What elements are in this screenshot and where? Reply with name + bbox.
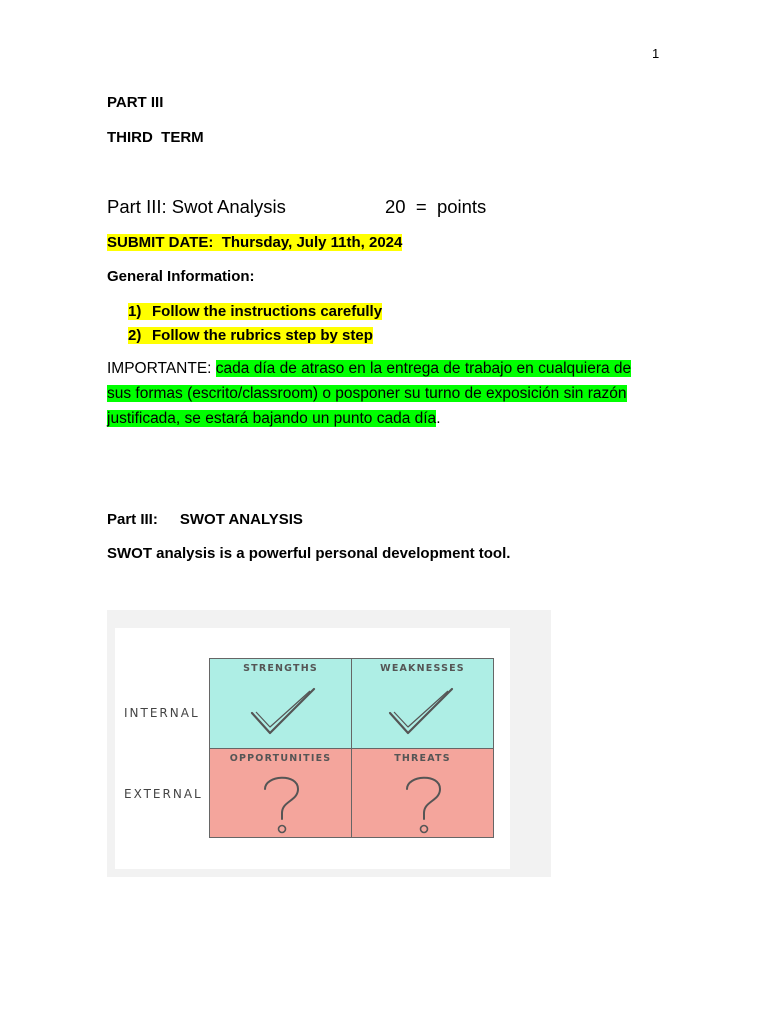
quadrant-title: WEAKNESSES bbox=[380, 663, 465, 674]
part-heading: PART III bbox=[107, 94, 164, 111]
question-mark-icon bbox=[352, 749, 495, 839]
section-title: SWOT ANALYSIS bbox=[179, 511, 303, 528]
quadrant-strengths bbox=[209, 658, 352, 749]
list-item-text: Follow the instructions carefully bbox=[152, 303, 383, 320]
quadrant-title: THREATS bbox=[394, 753, 451, 764]
check-icon bbox=[352, 659, 495, 750]
assignment-title-line bbox=[107, 196, 487, 218]
check-icon bbox=[210, 659, 353, 750]
quadrant-title: OPPORTUNITIES bbox=[229, 753, 332, 764]
row-label-internal: INTERNAL bbox=[124, 706, 200, 720]
importante-trailing: . bbox=[436, 410, 441, 427]
importante-text: cada día de atraso en la entrega de trabajo en cualquiera de sus formas (escrito/classroom) o posponer su turno de exposición sin razón justificada, se estará bajando un punto cada día bbox=[107, 360, 632, 427]
importante-paragraph bbox=[107, 356, 652, 431]
section-label: Part III: bbox=[107, 511, 158, 528]
assignment-title: Part III: Swot Analysis bbox=[107, 196, 286, 217]
importante-label: IMPORTANTE: bbox=[107, 360, 216, 377]
quadrant-title: STRENGTHS bbox=[243, 663, 318, 674]
section-heading bbox=[107, 511, 303, 528]
assignment-points: 20 = points bbox=[385, 196, 487, 217]
quadrant-threats bbox=[351, 748, 494, 838]
swot-diagram bbox=[115, 628, 510, 869]
question-mark-icon bbox=[210, 749, 353, 839]
instruction-list bbox=[128, 302, 382, 350]
quadrant-opportunities bbox=[209, 748, 352, 838]
quadrant-weaknesses bbox=[351, 658, 494, 749]
list-item-number: 1) bbox=[128, 303, 142, 320]
list-item-text: Follow the rubrics step by step bbox=[152, 327, 373, 344]
page-number: 1 bbox=[652, 46, 660, 61]
list-item bbox=[128, 302, 382, 326]
term-heading: THIRD TERM bbox=[107, 129, 204, 146]
row-label-external: EXTERNAL bbox=[124, 787, 203, 801]
general-info-heading: General Information: bbox=[107, 268, 255, 285]
submit-date-text: SUBMIT DATE: Thursday, July 11th, 2024 bbox=[107, 234, 403, 251]
section-description: SWOT analysis is a powerful personal development tool. bbox=[107, 545, 511, 562]
submit-date bbox=[107, 234, 402, 251]
list-item-number: 2) bbox=[128, 327, 142, 344]
list-item bbox=[128, 326, 382, 350]
